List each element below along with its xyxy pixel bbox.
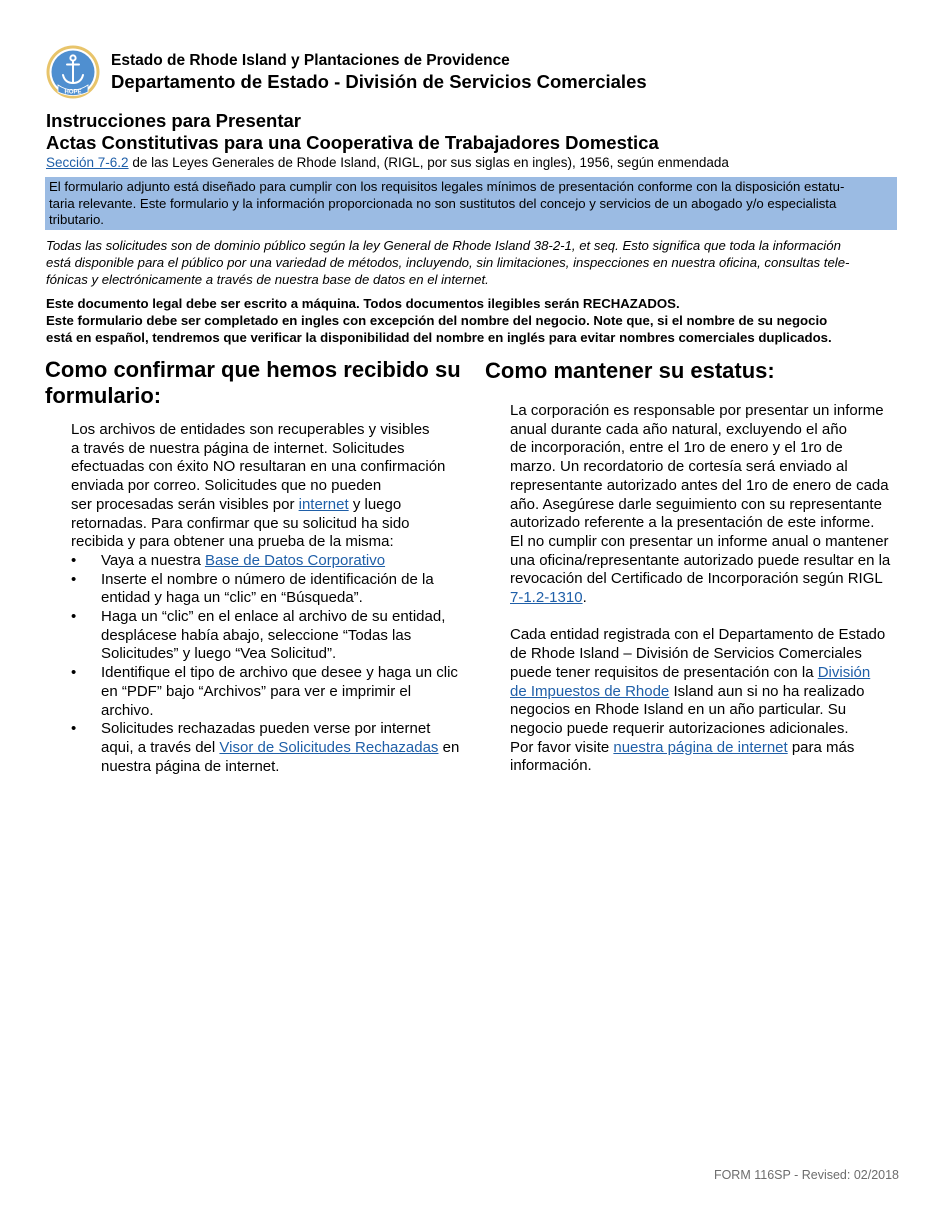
steps-list — [71, 552, 466, 776]
paragraph-text: Island aun si no ha realizado — [669, 682, 865, 700]
paragraph-line: de incorporación, entre el 1ro de enero y el 1ro de — [510, 439, 843, 457]
list-text: en nuestra página de internet. — [101, 738, 460, 775]
banner-line: taria relevante. Este formulario y la información proporcionada no son sustitutos del concejo y servicios de un abogado y/o especialista — [49, 195, 837, 211]
warning-line: Este documento legal debe ser escrito a máquina. Todos documentos ilegibles serán RECHAZADOS. — [46, 296, 680, 311]
list-item: • Haga un “clic” en el enlace al archivo de su entidad, desplácese había abajo, seleccione “Todas las Solicitudes” y luego “Vea Solicitud”. — [71, 608, 466, 664]
citation-text: de las Leyes Generales de Rhode Island, (RIGL, por sus siglas en ingles), 1956, según enmendada — [128, 155, 729, 170]
public-record-notice — [46, 237, 906, 288]
rejected-filings-viewer-link[interactable]: Visor de Solicitudes Rechazadas — [219, 738, 439, 756]
state-name: Estado de Rhode Island y Plantaciones de Providence — [111, 52, 510, 69]
form-revision-footer: FORM 116SP - Revised: 02/2018 — [713, 1168, 899, 1182]
paragraph-text: y luego — [348, 495, 402, 513]
paragraph-text: puede tener requisitos de presentación con la — [510, 663, 818, 681]
paragraph-line: a través de nuestra página de internet. Solicitudes — [71, 439, 405, 457]
paragraph-line: negocio puede requerir autorizaciones adicionales. — [510, 719, 849, 737]
paragraph-line: recibida y para obtener una prueba de la misma: — [71, 533, 394, 551]
list-item — [71, 720, 466, 776]
paragraph-line: de Rhode Island – División de Servicios Comerciales — [510, 645, 862, 663]
paragraph-line: La corporación es responsable por presentar un informe — [510, 402, 884, 419]
paragraph-text: . — [582, 589, 587, 607]
rigl-statute-link[interactable]: 7-1.2-1310 — [510, 589, 583, 607]
banner-line: tributario. — [49, 212, 104, 227]
paragraph-line: El no cumplir con presentar un informe anual o mantener — [510, 532, 889, 550]
maintain-status-section — [510, 402, 910, 776]
disclaimer-banner — [45, 177, 897, 230]
paragraph-line — [510, 683, 910, 702]
warning-line: está en español, tendremos que verificar la disponibilidad del nombre en inglés para evitar nombres comerciales duplicados. — [46, 330, 832, 345]
maintain-status-heading: Como mantener su estatus: — [485, 358, 775, 383]
paragraph-line — [510, 739, 910, 758]
warning-line: Este formulario debe ser completado en ingles con excepción del nombre del negocio. Note que, si el nombre de su negocio — [46, 313, 828, 328]
corporate-database-link[interactable]: Base de Datos Corporativo — [204, 551, 386, 569]
paragraph-text: ser procesadas serán visibles por — [71, 495, 299, 513]
paragraph-line: enviada por correo. Solicitudes que no pueden — [71, 477, 382, 495]
internet-link[interactable]: internet — [298, 495, 349, 513]
list-item — [71, 552, 466, 571]
paragraph-line: Cada entidad registrada con el Departamento de Estado — [510, 626, 886, 644]
paragraph-line: una oficina/representante autorizado puede resultar en la — [510, 551, 891, 569]
paragraph-line: información. — [510, 757, 592, 775]
paragraph-line: revocación del Certificado de Incorporación según RIGL — [510, 570, 883, 588]
website-link[interactable]: nuestra página de internet — [613, 738, 788, 756]
tax-division-link[interactable]: de Impuestos de Rhode — [510, 682, 670, 700]
paragraph-line — [510, 664, 910, 683]
paragraph-line: marzo. Un recordatorio de cortesía será enviado al — [510, 458, 848, 476]
typing-requirement-warning — [46, 295, 906, 346]
paragraph-line: año. Asegúrese darle seguimiento con su representante — [510, 495, 882, 513]
paragraph-line: anual durante cada año natural, excluyendo el año — [510, 420, 847, 438]
banner-line: El formulario adjunto está diseñado para cumplir con los requisitos legales mínimos de presentación conforme con la disposición estatu- — [49, 179, 845, 194]
state-seal-logo — [46, 45, 100, 99]
list-item: • Inserte el nombre o número de identificación de la entidad y haga un “clic” en “Búsqueda”. — [71, 571, 466, 608]
paragraph-text: para más — [787, 738, 855, 756]
paragraph-line: autorizado referente a la presentación de este informe. — [510, 514, 875, 532]
paragraph-line: representante autorizado antes del 1ro de enero de cada — [510, 476, 889, 494]
paragraph-line: negocios en Rhode Island en un año particular. Su — [510, 701, 847, 719]
spacer — [510, 608, 910, 627]
paragraph-line — [71, 496, 466, 515]
tax-division-link[interactable]: División — [817, 663, 871, 681]
paragraph-line — [510, 589, 910, 608]
notice-line: está disponible para el público por una variedad de métodos, incluyendo, sin limitaciones, inspecciones en nuestra oficina, consultas tele- — [46, 255, 850, 270]
confirm-receipt-heading: Como confirmar que hemos recibido su formulario: — [45, 357, 461, 408]
statute-citation — [46, 155, 729, 170]
notice-line: fónicas y electrónicamente a través de nuestra base de datos en el internet. — [46, 272, 489, 287]
list-text: Vaya a nuestra — [101, 551, 205, 569]
department-name: Departamento de Estado - División de Servicios Comerciales — [111, 71, 647, 92]
list-text: Solicitudes rechazadas pueden verse por internet aqui, a través del — [101, 720, 431, 756]
page-title-line1: Instrucciones para Presentar — [46, 110, 301, 131]
list-item: • Identifique el tipo de archivo que desee y haga un clic en “PDF” bajo “Archivos” para ver e imprimir el archivo. — [71, 664, 466, 720]
paragraph-text: Por favor visite — [510, 738, 614, 756]
paragraph-line: efectuadas con éxito NO resultaran en una confirmación — [71, 458, 446, 476]
paragraph-line: Los archivos de entidades son recuperables y visibles — [71, 421, 430, 438]
confirm-receipt-section — [71, 421, 466, 776]
statute-link[interactable]: Sección 7-6.2 — [46, 155, 129, 170]
notice-line: Todas las solicitudes son de dominio público según la ley General de Rhode Island 38-2-1, et seq. Esto significa que toda la información — [46, 238, 841, 253]
page-title-line2: Actas Constitutivas para una Cooperativa de Trabajadores Domestica — [46, 132, 659, 153]
paragraph-line: retornadas. Para confirmar que su solicitud ha sido — [71, 514, 410, 532]
seal-motto: HOPE — [64, 89, 82, 96]
